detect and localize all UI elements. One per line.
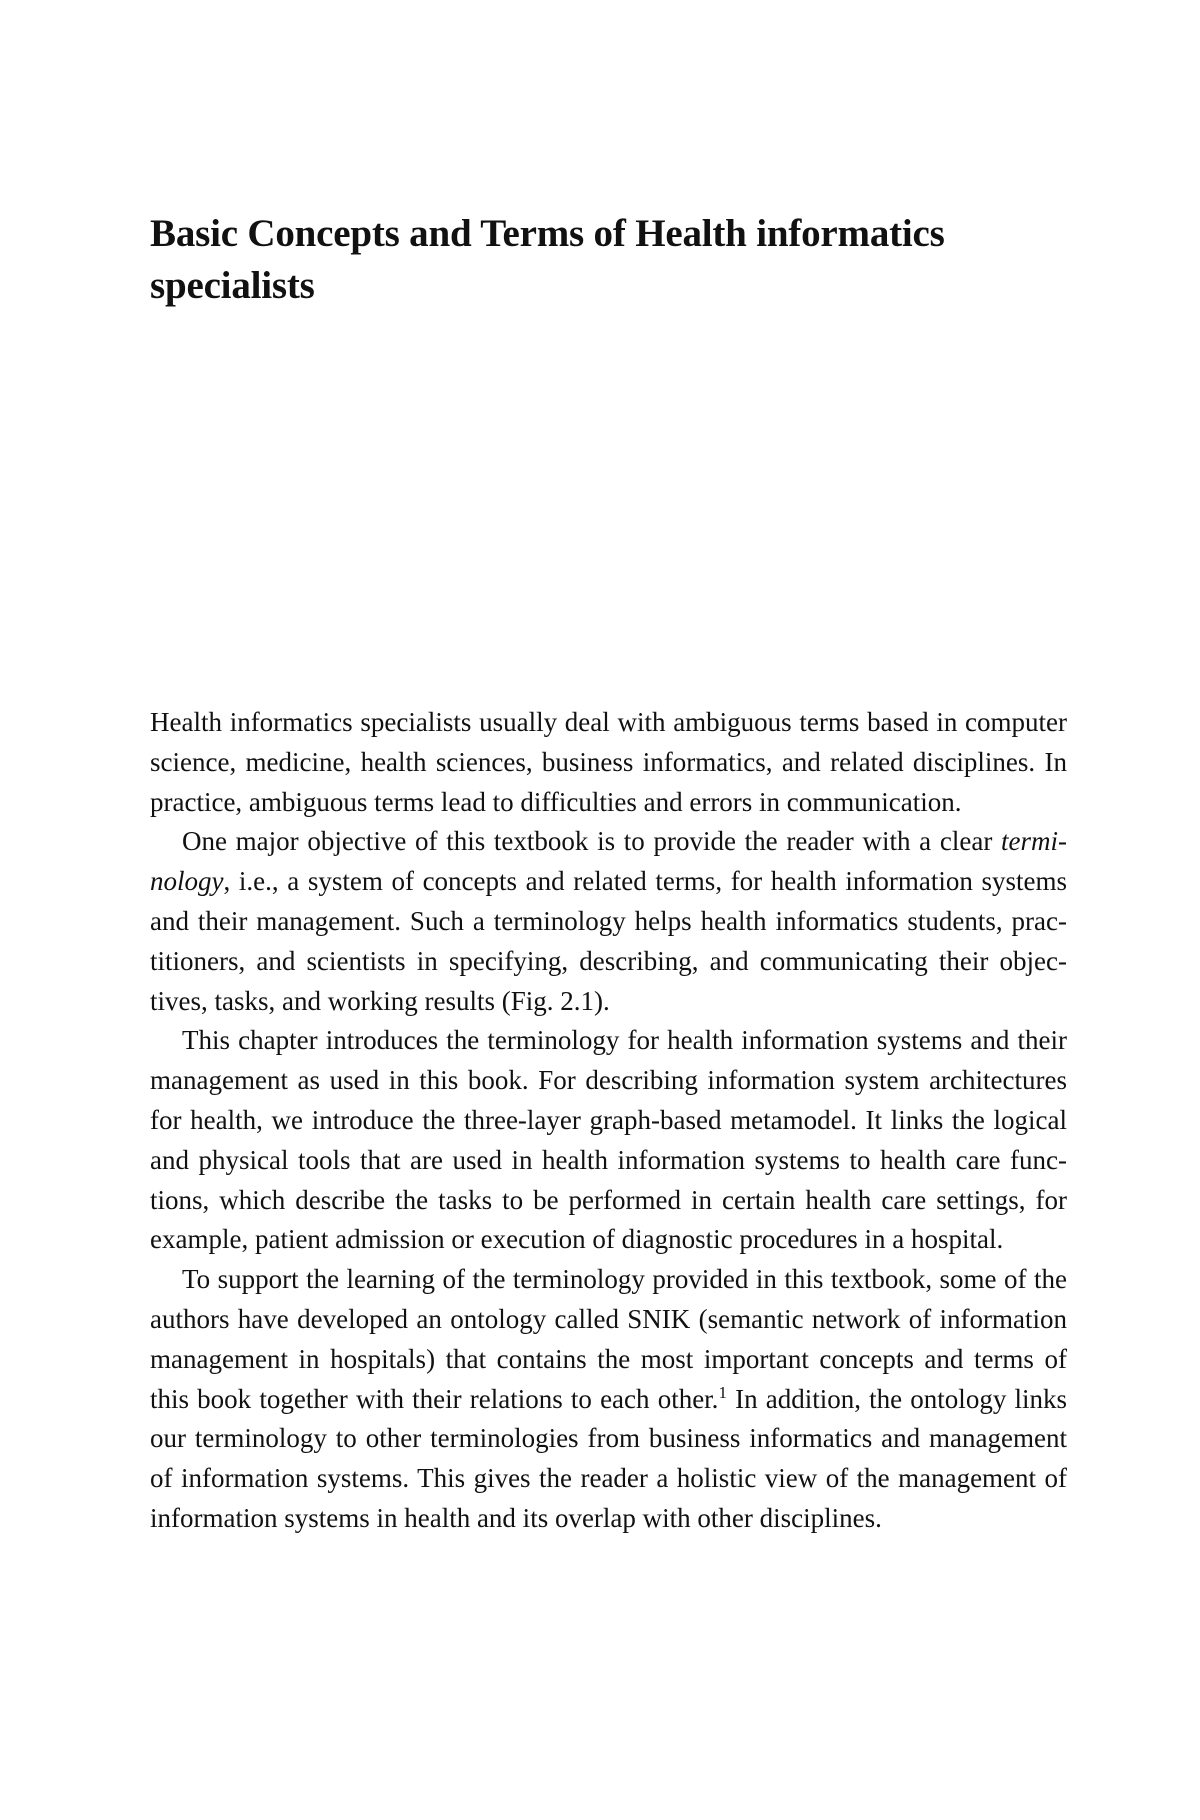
paragraph-2-text-start: One major objective of this textbook is to provide the reader with a clear: [182, 826, 1002, 857]
paragraph-1: Health informatics specialists usually deal with ambiguous terms based in computer science, medicine, health sciences, business informatics, and related disciplines. In practice, ambiguous terms lead to difficulties and errors in communication.: [150, 707, 1067, 817]
paragraph-4: [150, 1260, 1067, 1539]
chapter-title: Basic Concepts and Terms of Health informatics specialists: [150, 212, 945, 307]
body-text: [150, 703, 1067, 1539]
paragraph-4-text-end: In addition, the ontology links our terminology to other terminologies from business informatics and management of information systems. This gives the reader a holistic view of the management of information systems in health and its overlap with other disciplines.: [150, 1383, 1067, 1533]
paragraph-2-text-end: , i.e., a system of concepts and related terms, for health information systems and their management. Such a terminology helps health informatics students, prac-titioners, and scientists in specifying, describing, and communicating their objec-tives, tasks, and working results (Fig. 2.1).: [150, 866, 1067, 1016]
paragraph-4-text-start: To support the learning of the terminology provided in this textbook, some of the authors have developed an ontology called SNIK (semantic network of information management in hospitals) that contains the most important concepts and terms of this book together with their relations to each other.: [150, 1264, 1067, 1414]
paragraph-2: [150, 822, 1067, 1021]
footnote-reference[interactable]: 1: [718, 1382, 727, 1402]
paragraph-3: This chapter introduces the terminology for health information systems and their management as used in this book. For describing information system architectures for health, we introduce the three-layer graph-based metamodel. It links the logical and physical tools that are used in health information systems to health care func-tions, which describe the tasks to be performed in certain health care settings, for example, patient admission or execution of diagnostic procedures in a hospital.: [150, 1025, 1067, 1255]
terminology-term: termi-nology: [150, 826, 1067, 897]
